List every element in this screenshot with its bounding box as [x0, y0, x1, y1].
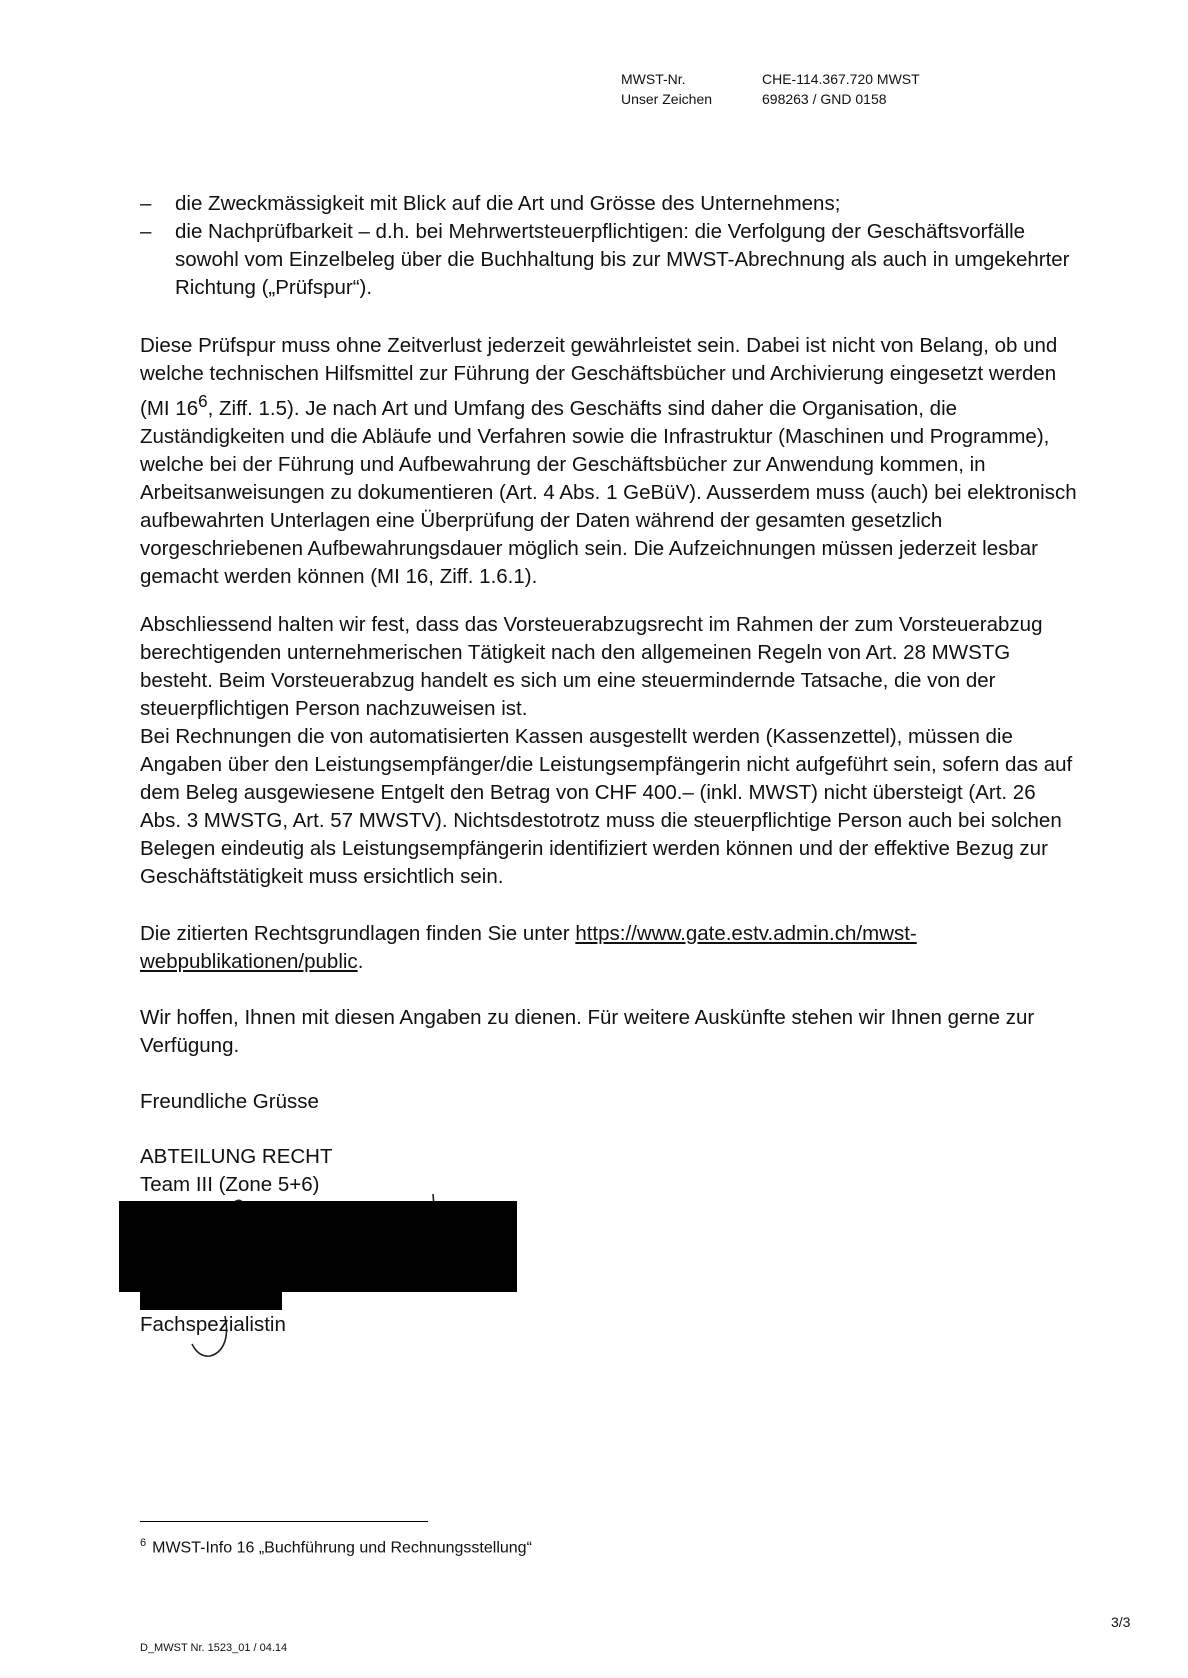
mwst-number-label: MWST-Nr.	[621, 71, 686, 87]
footnote-divider	[140, 1521, 428, 1522]
paragraph-text: Bei Rechnungen die von automatisierten Kassen ausgestellt werden (Kassenzettel), müssen die Angaben über den Leistungsempfänger/die Leistungsempfängerin nicht aufgeführt sein, sofern das auf dem Beleg ausgewiesene Entgelt den Betrag von CHF 400.– (inkl. MWST) nicht übersteigt (Art. 26 Abs. 3 MWSTG, Art. 57 MWSTV). Nichtsdestotrotz muss die steuerpflichtige Person auch bei solchen Belegen eindeutig als Leistungsempfängerin identifiziert werden können und der effektive Bezug zur Geschäftstätigkeit muss ersichtlich sein.	[140, 725, 1073, 888]
redaction-box	[140, 1291, 282, 1310]
footnote-reference[interactable]: 6	[198, 392, 208, 411]
paragraph-audit-trail	[140, 332, 1080, 591]
paragraph-end: .	[357, 950, 364, 973]
list-item	[140, 218, 1080, 302]
reference-label: Unser Zeichen	[621, 91, 713, 107]
reference-value: 698263 / GND 0158	[762, 91, 887, 107]
legal-sources-link[interactable]: https://www.gate.estv.admin.ch/mwst-webpublikationen/public	[140, 922, 917, 973]
dash-marker: –	[140, 192, 152, 215]
redaction-box	[119, 1201, 517, 1292]
paragraph-text: Die zitierten Rechtsgrundlagen finden Sie unter	[140, 922, 576, 945]
criteria-list	[140, 190, 1080, 302]
paragraph-closing-note	[140, 1004, 1080, 1060]
list-item	[140, 190, 1080, 218]
document-reference: D_MWST Nr. 1523_01 / 04.14	[140, 1642, 288, 1654]
footnote-mark: 6	[140, 1537, 147, 1549]
closing-greeting: Freundliche Grüsse	[140, 1090, 319, 1113]
department-name: ABTEILUNG RECHT	[140, 1145, 333, 1168]
dash-marker: –	[140, 220, 152, 243]
signatory-role: Fachspezialistin	[140, 1313, 286, 1336]
mwst-number-value: CHE-114.367.720 MWST	[762, 71, 920, 87]
footnote	[140, 1532, 532, 1559]
list-item-text: die Nachprüfbarkeit – d.h. bei Mehrwertsteuerpflichtigen: die Verfolgung der Geschäftsvorfälle sowohl vom Einzelbeleg über die Buchhaltung bis zur MWST-Abrechnung als auch in umgekehrter Richtung („Prüfspur“).	[175, 220, 1070, 299]
paragraph-legal-sources	[140, 920, 1080, 976]
paragraph-input-tax	[140, 611, 1080, 891]
paragraph-text: Diese Prüfspur muss ohne Zeitverlust jederzeit gewährleistet sein. Dabei ist nicht von Belang, ob und welche technischen Hilfsmittel zur Führung der Geschäftsbücher und Archivierung eingesetzt werden (MI 16	[140, 334, 1058, 420]
paragraph-text: , Ziff. 1.5). Je nach Art und Umfang des Geschäfts sind daher die Organisation, die Zuständigkeiten und die Abläufe und Verfahren sowie die Infrastruktur (Maschinen und Programme), welche bei der Führung und Aufbewahrung der Geschäftsbücher zur Anwendung kommen, in Arbeitsanweisungen zu dokumentieren (Art. 4 Abs. 1 GeBüV). Ausserdem muss (auch) bei elektronisch aufbewahrten Unterlagen eine Überprüfung der Daten während der gesamten gesetzlich vorgeschriebenen Aufbewahrungsdauer möglich sein. Die Aufzeichnungen müssen jederzeit lesbar gemacht werden können (MI 16, Ziff. 1.6.1).	[140, 396, 1077, 588]
letter-header	[621, 69, 920, 109]
paragraph-text: Abschliessend halten wir fest, dass das Vorsteuerabzugsrecht im Rahmen der zum Vorsteuerabzug berechtigenden unternehmerischen Tätigkeit nach den allgemeinen Regeln von Art. 28 MWSTG besteht. Beim Vorsteuerabzug handelt es sich um eine steuermindernde Tatsache, die von der steuerpflichtigen Person nachzuweisen ist.	[140, 613, 1043, 720]
team-name: Team III (Zone 5+6)	[140, 1173, 320, 1196]
list-item-text: die Zweckmässigkeit mit Blick auf die Art und Grösse des Unternehmens;	[175, 192, 841, 215]
paragraph-text: Wir hoffen, Ihnen mit diesen Angaben zu dienen. Für weitere Auskünfte stehen wir Ihnen gerne zur Verfügung.	[140, 1006, 1035, 1057]
page-number: 3/3	[1111, 1614, 1131, 1630]
footnote-text: MWST-Info 16 „Buchführung und Rechnungsstellung“	[152, 1539, 532, 1557]
